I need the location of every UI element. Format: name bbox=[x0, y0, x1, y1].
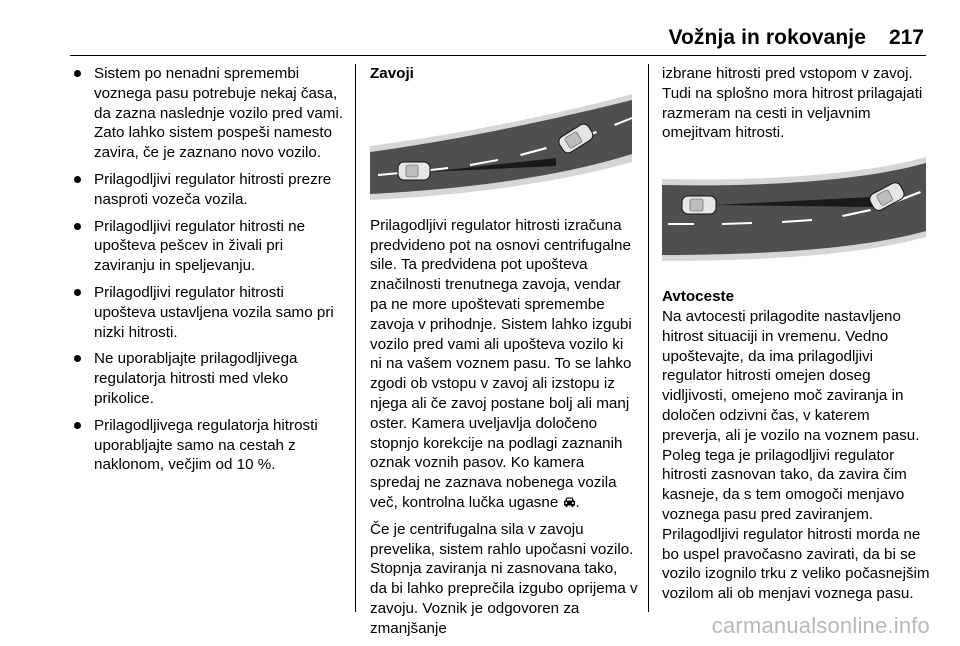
section-title: Vožnja in rokovanje bbox=[668, 26, 866, 49]
column-separator-1 bbox=[355, 64, 356, 612]
heading-zavoji: Zavoji bbox=[370, 65, 414, 82]
paragraph-continued: izbrane hitrosti pred vstopom v zavoj. Tudi na splošno mora hitrost prilagajati razmeram na cesti in veljavnim omejitvam hitrosti. bbox=[662, 65, 923, 142]
list-item: Ne uporabljajte prilagodljivega regulatorja hitrosti med vleko prikolice. bbox=[72, 349, 344, 408]
page-number: 217 bbox=[888, 26, 924, 49]
column-separator-2 bbox=[648, 64, 649, 612]
paragraph-motorways: Na avtocesti prilagodite nastavljeno hitrost situaciji in vremenu. Vedno upoštevajte, da ima prilagodljivi regulator hitrosti omejen doseg vidljivosti, omejeno moč zaviranja in določen odzivni čas, v katerem preverja, ali je vozilo na voznem pasu. Poleg tega je prilagodljivi regulator hitrosti zasnovan tako, da zavira čim kasneje, da s tem omogoči menjavo voznega pasu pred zaviranjem. Prilagodljivi regulator hitrosti morda ne bo uspel pravočasno zavirati, da bi se vozilo izognilo trku z veliko počasnejšim vozilom ali ob menjavi voznega pasu. bbox=[662, 307, 930, 603]
bullet-dot-icon bbox=[74, 289, 81, 296]
list-item: Prilagodljivi regulator hitrosti upošteva ustavljena vozila samo pri nizki hitrosti. bbox=[72, 283, 344, 342]
page-header bbox=[0, 26, 960, 56]
column-3 bbox=[662, 64, 932, 611]
curve-illustration bbox=[370, 94, 632, 200]
bullet-dot-icon bbox=[74, 355, 81, 362]
bullet-list bbox=[72, 64, 344, 475]
list-item: Prilagodljivi regulator hitrosti ne upošteva pešcev in živali pri zaviranju in speljevanju. bbox=[72, 217, 344, 276]
paragraph-centrifugal: Če je centrifugalna sila v zavoju prevelika, sistem rahlo upočasni vozilo. Stopnja zaviranja ni zasnovana tako, da bi lahko preprečila izgubo oprijema v zavoju. Voznik je odgovoren za zmanjšanje bbox=[370, 520, 638, 637]
car-front-icon bbox=[563, 496, 576, 508]
own-car-icon bbox=[682, 196, 716, 214]
bullet-dot-icon bbox=[74, 223, 81, 230]
motorway-illustration bbox=[662, 157, 926, 263]
list-item: Sistem po nenadni spremembi voznega pasu potrebuje nekaj časa, da zazna naslednje vozilo pred vami. Zato lahko sistem pospeši namesto zavira, če je zaznano novo vozilo. bbox=[72, 64, 344, 163]
bullet-dot-icon bbox=[74, 176, 81, 183]
column-2 bbox=[370, 64, 638, 646]
list-item: Prilagodljivega regulatorja hitrosti uporabljajte samo na cestah z naklonom, večjim od 10 %. bbox=[72, 416, 344, 475]
paragraph-curves: Prilagodljivi regulator hitrosti izračuna predvideno pot na osnovi centrifugalne sile. Ta predvidena pot upošteva značilnosti trenutnega zavoja, vendar pa ne more upoštevati spremembe zavoja v prihodnje. Sistem lahko izgubi vozilo pred vami ali upošteva vozilo ki ni na vašem voznem pasu. To se lahko zgodi ob vstopu v zavoj ali izstopu iz njega ali če zavoj postane bolj ali manj oster. Kamera uveljavlja določeno stopnjo korekcije na podlagi zaznanih oznak voznih pasov. Ko kamera spredaj ne zaznava nobenega vozila več, kontrolna lučka ugasne . bbox=[370, 216, 632, 511]
own-car-icon bbox=[398, 162, 430, 180]
heading-avtoceste: Avtoceste bbox=[662, 288, 735, 306]
bullet-dot-icon bbox=[74, 422, 81, 429]
bullet-dot-icon bbox=[74, 70, 81, 77]
list-item: Prilagodljivi regulator hitrosti prezre nasproti vozeča vozila. bbox=[72, 170, 344, 210]
header-rule bbox=[70, 55, 926, 56]
watermark: carmanualsonline.info bbox=[711, 613, 930, 638]
column-1 bbox=[72, 64, 344, 482]
